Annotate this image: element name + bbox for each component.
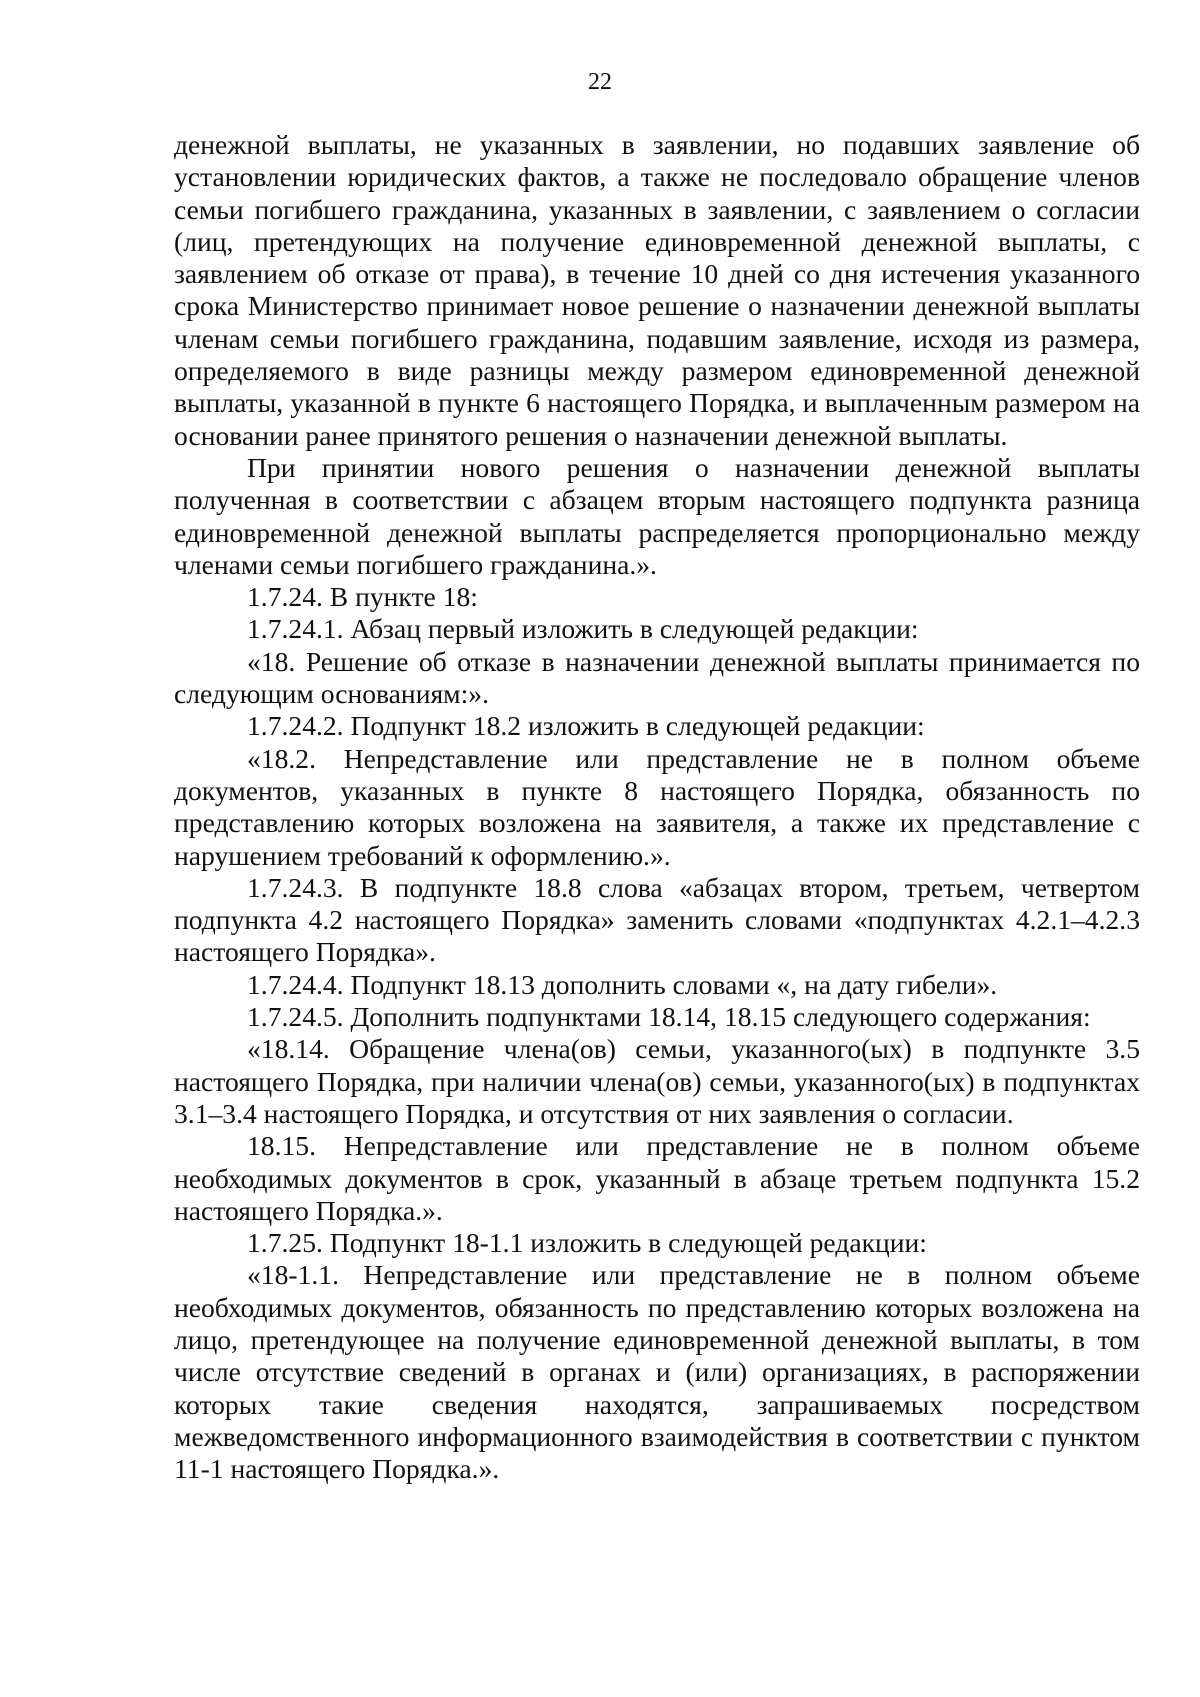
paragraph: «18.2. Непредставление или представление не в полном объеме документов, указанных в пункте 8 настоящего Порядка, обязанность по представлению которых возложена на заявителя, а также их представление с нарушением требований к оформлению.». <box>174 742 1140 871</box>
paragraph: 1.7.24.2. Подпункт 18.2 изложить в следующей редакции: <box>247 710 925 742</box>
paragraph: 1.7.24.1. Абзац первый изложить в следующей редакции: <box>247 613 919 645</box>
page-number: 22 <box>588 69 612 95</box>
paragraph: 18.15. Непредставление или представление не в полном объеме необходимых документов в срок, указанный в абзаце третьем подпункта 15.2 настоящего Порядка.». <box>174 1130 1140 1226</box>
paragraph: 1.7.24.4. Подпункт 18.13 дополнить словами «, на дату гибели». <box>247 968 998 1000</box>
paragraph: «18-1.1. Непредставление или представление не в полном объеме необходимых документов, обязанность по представлению которых возложена на лицо, претендующее на получение единовременной денежной выплаты, в том числе отсутствие сведений в органах и (или) организациях, в распоряжении которых такие сведения находятся, запрашиваемых посредством межведомственного информационного взаимодействия в соответствии с пунктом 11-1 настоящего Порядка.». <box>174 1259 1140 1485</box>
paragraph: 1.7.25. Подпункт 18-1.1 изложить в следующей редакции: <box>247 1227 927 1259</box>
paragraph: «18.14. Обращение члена(ов) семьи, указанного(ых) в подпункте 3.5 настоящего Порядка, при наличии члена(ов) семьи, указанного(ых) в подпунктах 3.1–3.4 настоящего Порядка, и отсутствия от них заявления о согласии. <box>174 1033 1140 1129</box>
paragraph: 1.7.24. В пункте 18: <box>247 581 478 613</box>
paragraph: 1.7.24.5. Дополнить подпунктами 18.14, 18.15 следующего содержания: <box>247 1001 1091 1033</box>
document-body <box>174 129 1140 1485</box>
paragraph: «18. Решение об отказе в назначении денежной выплаты принимается по следующим основаниям:». <box>174 645 1140 710</box>
paragraph: денежной выплаты, не указанных в заявлении, но подавших заявление об установлении юридических фактов, а также не последовало обращение членов семьи погибшего гражданина, указанных в заявлении, с заявлением о согласии (лиц, претендующих на получение единовременной денежной выплаты, с заявлением об отказе от права), в течение 10 дней со дня истечения указанного срока Министерство принимает новое решение о назначении денежной выплаты членам семьи погибшего гражданина, подавшим заявление, исходя из размера, определяемого в виде разницы между размером единовременной денежной выплаты, указанной в пункте 6 настоящего Порядка, и выплаченным размером на основании ранее принятого решения о назначении денежной выплаты. <box>174 129 1140 451</box>
paragraph: При принятии нового решения о назначении денежной выплаты полученная в соответствии с абзацем вторым настоящего подпункта разница единовременной денежной выплаты распределяется пропорционально между членами семьи погибшего гражданина.». <box>174 451 1140 580</box>
paragraph: 1.7.24.3. В подпункте 18.8 слова «абзацах втором, третьем, четвертом подпункта 4.2 настоящего Порядка» заменить словами «подпунктах 4.2.1–4.2.3 настоящего Порядка». <box>174 871 1140 968</box>
